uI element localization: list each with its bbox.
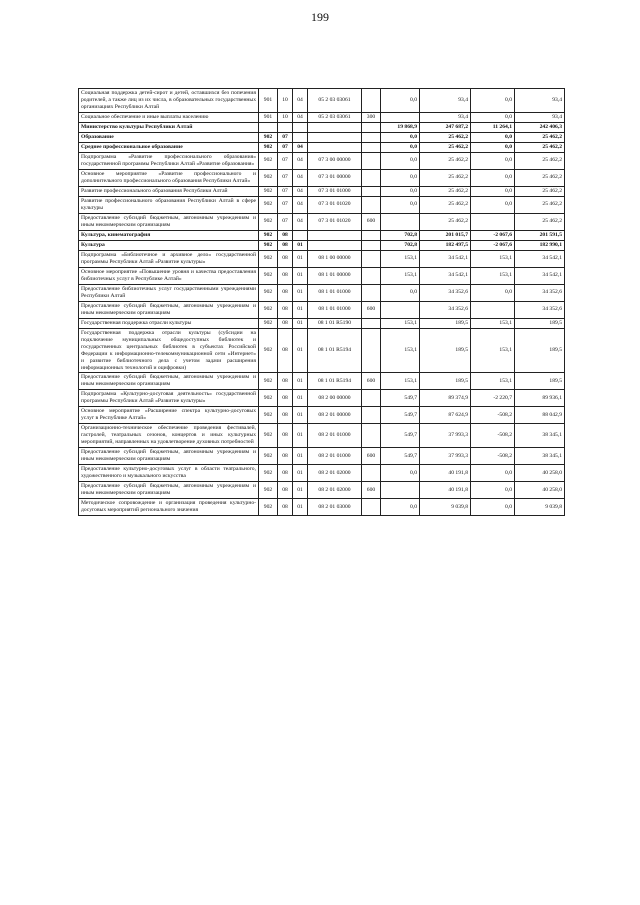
cell-section: 07 <box>278 169 293 186</box>
cell-col2: 189,5 <box>420 318 471 328</box>
cell-expense-type: 600 <box>362 448 381 465</box>
cell-col2: 93,4 <box>420 89 471 113</box>
cell-col1: 153,1 <box>381 318 420 328</box>
cell-subsection: 01 <box>293 407 308 424</box>
cell-col4: 34 542,1 <box>515 250 565 267</box>
cell-col4: 40 258,0 <box>515 465 565 482</box>
cell-name: Методическое сопровождение и организация проведения культурно-досуговых мероприятий регионального значения <box>79 499 259 516</box>
cell-target-article: 08 1 01 R5194 <box>308 373 362 390</box>
cell-name: Предоставление библиотечных услуг государственными учреждениями Республики Алтай <box>79 284 259 301</box>
cell-expense-type <box>362 284 381 301</box>
cell-target-article <box>308 122 362 132</box>
cell-target-article: 05 2 03 03061 <box>308 112 362 122</box>
cell-col4: 34 352,6 <box>515 284 565 301</box>
cell-name: Культура <box>79 240 259 250</box>
cell-name: Предоставление субсидий бюджетным, автономным учреждениям и иным некоммерческим организациям <box>79 448 259 465</box>
cell-name: Организационно-техническое обеспечение проведения фестивалей, гастролей, театральных сезонов, концертов и иных культурных мероприятий, направленных на удовлетворение духовных потребностей <box>79 424 259 448</box>
table-body <box>79 89 565 516</box>
cell-col4: 25 462,2 <box>515 132 565 142</box>
table-row <box>79 186 565 196</box>
cell-col1: 153,1 <box>381 328 420 373</box>
cell-col1: 0,0 <box>381 132 420 142</box>
cell-subsection: 01 <box>293 301 308 318</box>
cell-ministry: 902 <box>259 250 278 267</box>
cell-subsection: 01 <box>293 267 308 284</box>
cell-col4: 189,5 <box>515 373 565 390</box>
cell-target-article: 08 1 01 R5194 <box>308 328 362 373</box>
cell-expense-type: 300 <box>362 112 381 122</box>
cell-target-article: 08 2 01 03000 <box>308 499 362 516</box>
cell-section: 08 <box>278 318 293 328</box>
cell-col2: 34 352,6 <box>420 284 471 301</box>
cell-ministry: 902 <box>259 142 278 152</box>
cell-section: 08 <box>278 328 293 373</box>
cell-subsection: 01 <box>293 284 308 301</box>
cell-col4: 25 462,2 <box>515 196 565 213</box>
cell-col2: 34 542,1 <box>420 267 471 284</box>
cell-col4: 89 936,1 <box>515 390 565 407</box>
cell-section: 07 <box>278 132 293 142</box>
cell-col1 <box>381 482 420 499</box>
cell-col1: 549,7 <box>381 407 420 424</box>
cell-col1: 549,7 <box>381 424 420 448</box>
cell-section: 08 <box>278 390 293 407</box>
cell-subsection <box>293 132 308 142</box>
cell-target-article: 07 3 01 01000 <box>308 186 362 196</box>
cell-target-article: 07 3 01 00000 <box>308 169 362 186</box>
cell-subsection: 01 <box>293 390 308 407</box>
cell-section: 08 <box>278 267 293 284</box>
cell-subsection: 01 <box>293 424 308 448</box>
cell-subsection: 04 <box>293 89 308 113</box>
cell-col3: 0,0 <box>471 89 515 113</box>
cell-section: 08 <box>278 284 293 301</box>
cell-col3: 0,0 <box>471 112 515 122</box>
cell-target-article: 07 3 00 00000 <box>308 152 362 169</box>
cell-name: Основное мероприятие «Развитие профессионального и дополнительного профессионального образования Республики Алтай» <box>79 169 259 186</box>
table-row <box>79 169 565 186</box>
table-row <box>79 250 565 267</box>
cell-col1: 549,7 <box>381 390 420 407</box>
cell-col3 <box>471 213 515 230</box>
cell-col2: 25 462,2 <box>420 132 471 142</box>
cell-section: 10 <box>278 89 293 113</box>
cell-col1: 153,1 <box>381 250 420 267</box>
cell-col3: 153,1 <box>471 373 515 390</box>
table-row <box>79 284 565 301</box>
cell-ministry: 901 <box>259 89 278 113</box>
table-row <box>79 152 565 169</box>
table-row <box>79 318 565 328</box>
table-row <box>79 465 565 482</box>
cell-section: 08 <box>278 448 293 465</box>
cell-name: Предоставление субсидий бюджетным, автономным учреждениям и иным некоммерческим организациям <box>79 373 259 390</box>
cell-col2: 189,5 <box>420 328 471 373</box>
cell-ministry: 902 <box>259 240 278 250</box>
cell-target-article: 08 1 01 00000 <box>308 267 362 284</box>
cell-col1 <box>381 112 420 122</box>
cell-name: Подпрограмма «Развитие профессионального образования» государственной программы Республики Алтай «Развитие образования» <box>79 152 259 169</box>
table-row <box>79 89 565 113</box>
cell-col4: 25 462,2 <box>515 142 565 152</box>
cell-subsection: 04 <box>293 213 308 230</box>
table-row <box>79 499 565 516</box>
table-row <box>79 390 565 407</box>
cell-target-article <box>308 230 362 240</box>
cell-target-article <box>308 132 362 142</box>
cell-col3 <box>471 301 515 318</box>
cell-col3: 153,1 <box>471 318 515 328</box>
cell-section: 10 <box>278 112 293 122</box>
cell-col4: 25 462,2 <box>515 152 565 169</box>
cell-name: Предоставление субсидий бюджетным, автономным учреждениям и иным некоммерческим организациям <box>79 482 259 499</box>
cell-col4: 25 462,2 <box>515 213 565 230</box>
cell-col4: 40 258,0 <box>515 482 565 499</box>
cell-subsection: 04 <box>293 186 308 196</box>
cell-section: 08 <box>278 373 293 390</box>
budget-table <box>78 88 565 516</box>
cell-ministry: 902 <box>259 152 278 169</box>
cell-col3: -508,2 <box>471 407 515 424</box>
cell-col4: 189,5 <box>515 328 565 373</box>
cell-name: Предоставление субсидий бюджетным, автономным учреждениям и иным некоммерческим организациям <box>79 213 259 230</box>
cell-col2: 34 352,6 <box>420 301 471 318</box>
cell-col4: 38 345,1 <box>515 424 565 448</box>
cell-section: 08 <box>278 301 293 318</box>
cell-col3: -508,2 <box>471 448 515 465</box>
cell-name: Подпрограмма «Библиотечное и архивное дело» государственной программы Республики Алтай «Развитие культуры» <box>79 250 259 267</box>
cell-expense-type <box>362 230 381 240</box>
cell-col3: -2 067,6 <box>471 230 515 240</box>
cell-subsection: 01 <box>293 465 308 482</box>
cell-ministry: 902 <box>259 196 278 213</box>
cell-col2: 9 039,8 <box>420 499 471 516</box>
cell-ministry: 902 <box>259 318 278 328</box>
cell-col1 <box>381 301 420 318</box>
cell-name: Предоставление субсидий бюджетным, автономным учреждениям и иным некоммерческим организациям <box>79 301 259 318</box>
cell-col1: 549,7 <box>381 448 420 465</box>
cell-col2: 25 462,2 <box>420 196 471 213</box>
cell-ministry: 902 <box>259 267 278 284</box>
cell-expense-type: 600 <box>362 482 381 499</box>
cell-target-article: 08 1 01 R5190 <box>308 318 362 328</box>
cell-col4: 189,5 <box>515 318 565 328</box>
cell-section: 08 <box>278 250 293 267</box>
cell-col2: 247 687,2 <box>420 122 471 132</box>
cell-col2: 34 542,1 <box>420 250 471 267</box>
table-row <box>79 196 565 213</box>
cell-expense-type <box>362 196 381 213</box>
cell-ministry: 902 <box>259 132 278 142</box>
cell-col2: 89 374,9 <box>420 390 471 407</box>
cell-subsection: 01 <box>293 318 308 328</box>
cell-col1: 702,8 <box>381 240 420 250</box>
cell-col3: 0,0 <box>471 169 515 186</box>
cell-target-article: 07 3 01 01020 <box>308 196 362 213</box>
cell-subsection: 01 <box>293 448 308 465</box>
cell-col3: 11 264,1 <box>471 122 515 132</box>
cell-name: Социальное обеспечение и иные выплаты населению <box>79 112 259 122</box>
cell-col3: 0,0 <box>471 284 515 301</box>
table-row <box>79 230 565 240</box>
cell-expense-type: 600 <box>362 301 381 318</box>
cell-expense-type <box>362 250 381 267</box>
cell-expense-type <box>362 318 381 328</box>
table-row <box>79 328 565 373</box>
cell-expense-type <box>362 152 381 169</box>
cell-subsection: 01 <box>293 373 308 390</box>
cell-col3: 153,1 <box>471 328 515 373</box>
cell-subsection: 01 <box>293 499 308 516</box>
cell-section: 08 <box>278 230 293 240</box>
cell-col1: 0,0 <box>381 89 420 113</box>
cell-col2: 87 624,9 <box>420 407 471 424</box>
cell-ministry: 902 <box>259 390 278 407</box>
cell-col2: 25 462,2 <box>420 169 471 186</box>
cell-section: 07 <box>278 152 293 169</box>
table-row <box>79 132 565 142</box>
cell-ministry: 902 <box>259 186 278 196</box>
cell-target-article: 08 2 01 01000 <box>308 448 362 465</box>
cell-col3: -2 067,6 <box>471 240 515 250</box>
cell-expense-type <box>362 132 381 142</box>
cell-target-article: 08 2 00 00000 <box>308 390 362 407</box>
table-row <box>79 448 565 465</box>
cell-subsection: 04 <box>293 112 308 122</box>
cell-ministry <box>259 122 278 132</box>
cell-expense-type <box>362 424 381 448</box>
table-row <box>79 267 565 284</box>
cell-col4: 93,4 <box>515 89 565 113</box>
cell-section: 07 <box>278 142 293 152</box>
cell-col2: 182 497,5 <box>420 240 471 250</box>
cell-col4: 9 039,8 <box>515 499 565 516</box>
cell-col2: 37 993,3 <box>420 424 471 448</box>
cell-target-article: 08 2 01 01000 <box>308 424 362 448</box>
cell-ministry: 902 <box>259 407 278 424</box>
cell-subsection <box>293 230 308 240</box>
cell-col4: 88 042,9 <box>515 407 565 424</box>
cell-ministry: 902 <box>259 482 278 499</box>
cell-name: Государственная поддержка отрасли культуры (субсидии на подключение муниципальных общедоступных библиотек и государственных центральных библиотек в субъектах Российской Федерации к информационно-телекоммуникационной сети «Интернет» и развитие библиотечного дела с учетом задачи расширения информационных технологий и оцифровки) <box>79 328 259 373</box>
page-number: 199 <box>311 10 329 24</box>
cell-col3: 0,0 <box>471 186 515 196</box>
cell-col2: 25 462,2 <box>420 213 471 230</box>
cell-col4: 34 352,6 <box>515 301 565 318</box>
cell-col2: 189,5 <box>420 373 471 390</box>
cell-col4: 242 406,3 <box>515 122 565 132</box>
table-row <box>79 482 565 499</box>
table-row <box>79 424 565 448</box>
cell-target-article: 08 2 01 02000 <box>308 465 362 482</box>
cell-col4: 34 542,1 <box>515 267 565 284</box>
cell-col1: 0,0 <box>381 284 420 301</box>
cell-ministry: 902 <box>259 301 278 318</box>
cell-expense-type <box>362 390 381 407</box>
cell-name: Основное мероприятие «Расширение спектра культурно-досуговых услуг в Республике Алтай» <box>79 407 259 424</box>
cell-expense-type <box>362 89 381 113</box>
cell-col1: 0,0 <box>381 196 420 213</box>
cell-subsection: 04 <box>293 142 308 152</box>
cell-ministry: 902 <box>259 169 278 186</box>
cell-subsection: 04 <box>293 152 308 169</box>
cell-target-article: 07 3 01 01020 <box>308 213 362 230</box>
cell-target-article <box>308 240 362 250</box>
cell-col2: 25 462,2 <box>420 186 471 196</box>
cell-col1: 702,8 <box>381 230 420 240</box>
table-row <box>79 112 565 122</box>
cell-col3: -508,2 <box>471 424 515 448</box>
cell-target-article: 08 1 01 01000 <box>308 301 362 318</box>
table-row <box>79 142 565 152</box>
cell-col3: 0,0 <box>471 499 515 516</box>
table-row <box>79 122 565 132</box>
cell-col1: 19 868,9 <box>381 122 420 132</box>
cell-col2: 93,4 <box>420 112 471 122</box>
cell-ministry: 902 <box>259 465 278 482</box>
cell-target-article: 08 1 01 01000 <box>308 284 362 301</box>
cell-col3: 153,1 <box>471 250 515 267</box>
cell-expense-type <box>362 142 381 152</box>
cell-col2: 40 191,8 <box>420 482 471 499</box>
cell-expense-type <box>362 240 381 250</box>
cell-col3: 0,0 <box>471 482 515 499</box>
cell-col1: 0,0 <box>381 499 420 516</box>
cell-name: Социальная поддержка детей-сирот и детей, оставшихся без попечения родителей, а также лиц из их числа, в образовательных государственных организациях Республики Алтай <box>79 89 259 113</box>
cell-expense-type <box>362 328 381 373</box>
cell-name: Предоставление культурно-досуговых услуг в области театрального, художественного и музыкального искусства <box>79 465 259 482</box>
cell-col4: 93,4 <box>515 112 565 122</box>
cell-col4: 25 462,2 <box>515 169 565 186</box>
cell-section: 07 <box>278 196 293 213</box>
cell-col3: 0,0 <box>471 465 515 482</box>
cell-col3: 0,0 <box>471 152 515 169</box>
cell-subsection: 01 <box>293 328 308 373</box>
cell-col2: 25 462,2 <box>420 152 471 169</box>
table-row <box>79 373 565 390</box>
cell-target-article <box>308 142 362 152</box>
cell-col3: 153,1 <box>471 267 515 284</box>
table-row <box>79 240 565 250</box>
cell-ministry: 902 <box>259 328 278 373</box>
cell-expense-type <box>362 499 381 516</box>
cell-expense-type <box>362 267 381 284</box>
cell-name: Развитие профессионального образования Республики Алтай в сфере культуры <box>79 196 259 213</box>
cell-ministry: 901 <box>259 112 278 122</box>
cell-subsection: 01 <box>293 240 308 250</box>
table-row <box>79 301 565 318</box>
cell-section: 08 <box>278 240 293 250</box>
cell-ministry: 902 <box>259 213 278 230</box>
cell-section: 07 <box>278 213 293 230</box>
cell-subsection: 04 <box>293 196 308 213</box>
cell-name: Государственная поддержка отрасли культуры <box>79 318 259 328</box>
cell-target-article: 08 2 01 00000 <box>308 407 362 424</box>
cell-expense-type: 600 <box>362 213 381 230</box>
cell-expense-type: 600 <box>362 373 381 390</box>
cell-subsection <box>293 122 308 132</box>
cell-col2: 40 191,8 <box>420 465 471 482</box>
cell-section: 08 <box>278 465 293 482</box>
cell-col2: 201 015,7 <box>420 230 471 240</box>
cell-name: Министерство культуры Республики Алтай <box>79 122 259 132</box>
cell-col4: 38 345,1 <box>515 448 565 465</box>
cell-col4: 182 990,1 <box>515 240 565 250</box>
cell-col4: 201 591,5 <box>515 230 565 240</box>
cell-section: 07 <box>278 186 293 196</box>
cell-col1: 0,0 <box>381 142 420 152</box>
cell-col1: 153,1 <box>381 373 420 390</box>
cell-section: 08 <box>278 499 293 516</box>
cell-ministry: 902 <box>259 499 278 516</box>
cell-section: 08 <box>278 407 293 424</box>
cell-section: 08 <box>278 424 293 448</box>
cell-ministry: 902 <box>259 230 278 240</box>
cell-col1: 0,0 <box>381 169 420 186</box>
cell-col3: 0,0 <box>471 132 515 142</box>
cell-name: Основное мероприятие «Повышение уровня и качества предоставления библиотечных услуг в Республике Алтай» <box>79 267 259 284</box>
table-row <box>79 407 565 424</box>
cell-subsection: 01 <box>293 250 308 267</box>
cell-target-article: 08 2 01 02000 <box>308 482 362 499</box>
cell-subsection: 01 <box>293 482 308 499</box>
cell-col3: 0,0 <box>471 196 515 213</box>
cell-target-article: 05 2 03 03061 <box>308 89 362 113</box>
cell-col3: 0,0 <box>471 142 515 152</box>
cell-name: Среднее профессиональное образование <box>79 142 259 152</box>
cell-section: 08 <box>278 482 293 499</box>
cell-col1: 0,0 <box>381 465 420 482</box>
cell-col1: 0,0 <box>381 152 420 169</box>
cell-expense-type <box>362 407 381 424</box>
cell-col4: 25 462,2 <box>515 186 565 196</box>
cell-col1 <box>381 213 420 230</box>
cell-subsection: 04 <box>293 169 308 186</box>
cell-col1: 153,1 <box>381 267 420 284</box>
cell-name: Культура, кинематография <box>79 230 259 240</box>
cell-expense-type <box>362 186 381 196</box>
cell-ministry: 902 <box>259 373 278 390</box>
cell-expense-type <box>362 122 381 132</box>
cell-name: Развитие профессионального образования Республики Алтай <box>79 186 259 196</box>
cell-col2: 37 993,3 <box>420 448 471 465</box>
cell-expense-type <box>362 169 381 186</box>
cell-target-article: 08 1 00 00000 <box>308 250 362 267</box>
cell-expense-type <box>362 465 381 482</box>
cell-ministry: 902 <box>259 448 278 465</box>
table-row <box>79 213 565 230</box>
cell-name: Подпрограмма «Культурно-досуговая деятельность» государственной программы Республики Алтай «Развитие культуры» <box>79 390 259 407</box>
cell-col2: 25 462,2 <box>420 142 471 152</box>
cell-ministry: 902 <box>259 284 278 301</box>
cell-col3: -2 220,7 <box>471 390 515 407</box>
cell-ministry: 902 <box>259 424 278 448</box>
cell-section <box>278 122 293 132</box>
cell-col1: 0,0 <box>381 186 420 196</box>
cell-name: Образование <box>79 132 259 142</box>
